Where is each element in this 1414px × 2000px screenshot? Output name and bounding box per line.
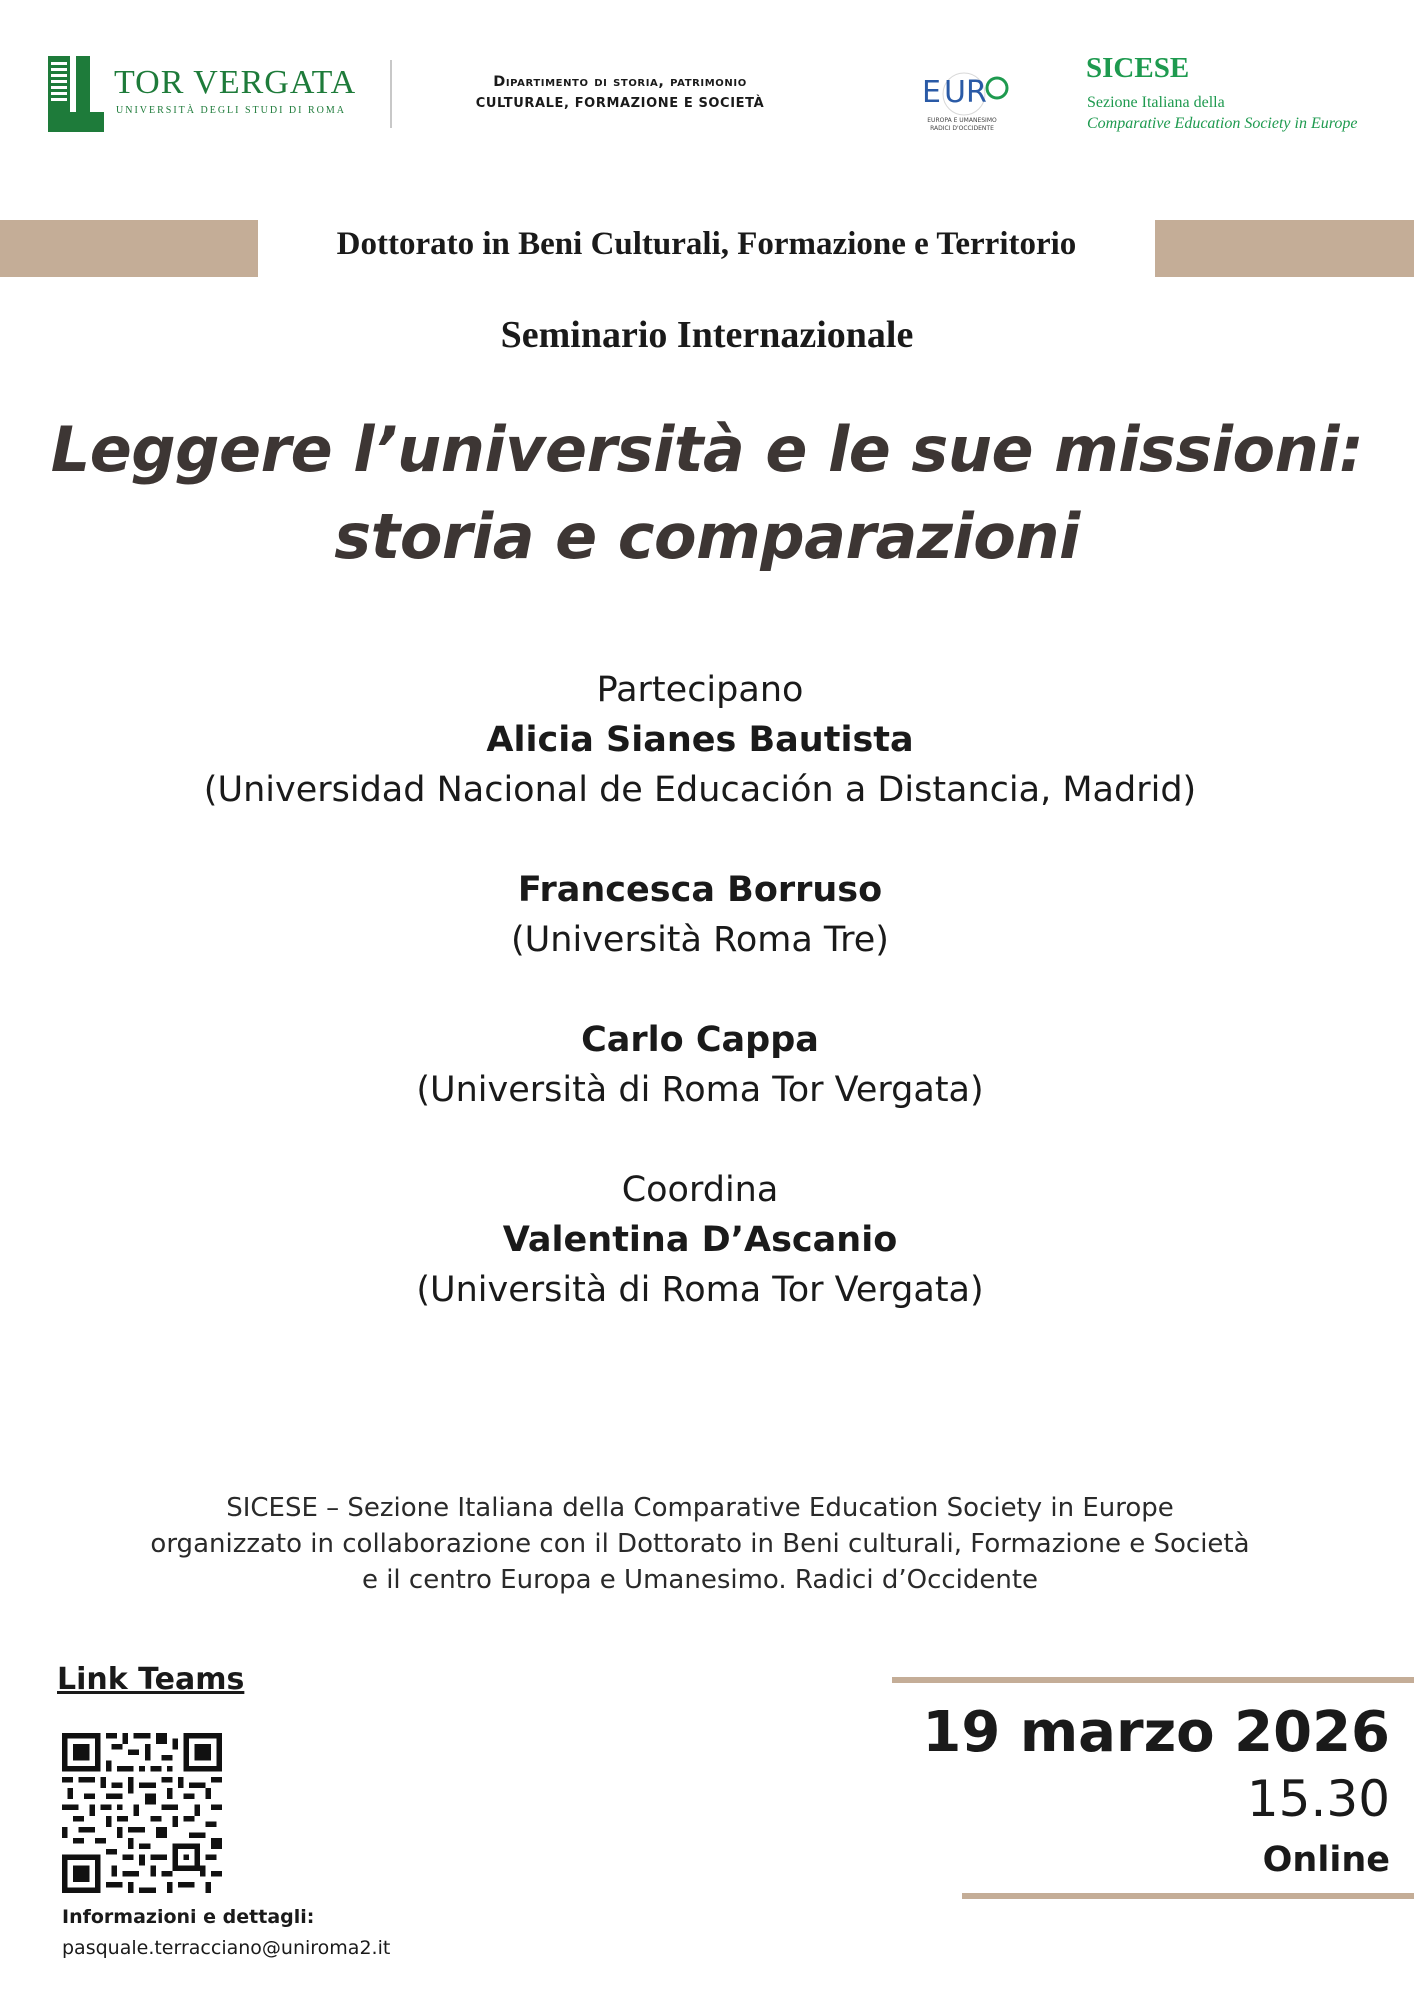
band-right (1155, 220, 1414, 277)
university-subtitle: UNIVERSITÀ DEGLI STUDI DI ROMA (116, 105, 346, 116)
info-email-link[interactable]: pasquale.terracciano@uniroma2.it (62, 1937, 391, 1959)
euro-logo-subtitle: EUROPA E UMANESIMO RADICI D'OCCIDENTE (927, 117, 997, 132)
department-name: Dipartimento di storia, patrimonio CULTURALE, FORMAZIONE E SOCIETÀ (475, 74, 765, 111)
speakers-list (0, 665, 1400, 1315)
sicese-subtitle-2: Comparative Education Society in Europe (1087, 115, 1358, 132)
teams-link[interactable]: Link Teams (57, 1662, 245, 1697)
spacer (0, 1115, 1400, 1165)
spacer (0, 815, 1400, 865)
tor-vergata-logo-icon (48, 56, 104, 132)
speaker-affiliation: (Università Roma Tre) (511, 920, 889, 960)
band-left (0, 220, 258, 277)
date-rule-bottom (962, 1893, 1414, 1899)
sicese-subtitle-1: Sezione Italiana della (1087, 94, 1225, 111)
svg-text:E: E (922, 75, 941, 110)
event-type: Seminario Internazionale (500, 314, 914, 356)
svg-text:U: U (944, 75, 966, 110)
coordinator-affiliation: (Università di Roma Tor Vergata) (416, 1270, 984, 1310)
participants-label: Partecipano (596, 670, 804, 710)
info-label: Informazioni e dettagli: (62, 1906, 315, 1928)
sicese-title: SICESE (1086, 52, 1190, 84)
university-name: TOR VERGATA (114, 64, 357, 101)
event-title-line2: storia e comparazioni (334, 500, 1080, 573)
event-date: 19 marzo 2026 (922, 1700, 1390, 1765)
svg-text:R: R (966, 75, 987, 110)
event-time: 15.30 (1246, 1770, 1390, 1828)
event-mode: Online (1262, 1840, 1390, 1880)
event-title-line1: Leggere l’università e le sue missioni: (50, 413, 1364, 486)
coordinator-name: Valentina D’Ascanio (502, 1220, 898, 1260)
speaker-name: Carlo Cappa (581, 1020, 819, 1060)
header-divider (390, 60, 392, 128)
coordinator-label: Coordina (621, 1170, 779, 1210)
speaker-affiliation: (Universidad Nacional de Educación a Distancia, Madrid) (203, 770, 1197, 810)
speaker-name: Alicia Sianes Bautista (486, 720, 914, 760)
spacer (0, 965, 1400, 1015)
doctorate-title: Dottorato in Beni Culturali, Formazione e Territorio (336, 226, 1077, 262)
speaker-name: Francesca Borruso (517, 870, 883, 910)
qr-code-icon[interactable] (62, 1733, 222, 1893)
organizer-note: SICESE – Sezione Italiana della Comparative Education Society in Europe organizzato in collaborazione con il Dottorato in Beni culturali, Formazione e Società e il centro Europa e Umanesimo. Radici d’Occidente (150, 1493, 1250, 1595)
speaker-affiliation: (Università di Roma Tor Vergata) (416, 1070, 984, 1110)
date-rule-top (892, 1677, 1414, 1683)
